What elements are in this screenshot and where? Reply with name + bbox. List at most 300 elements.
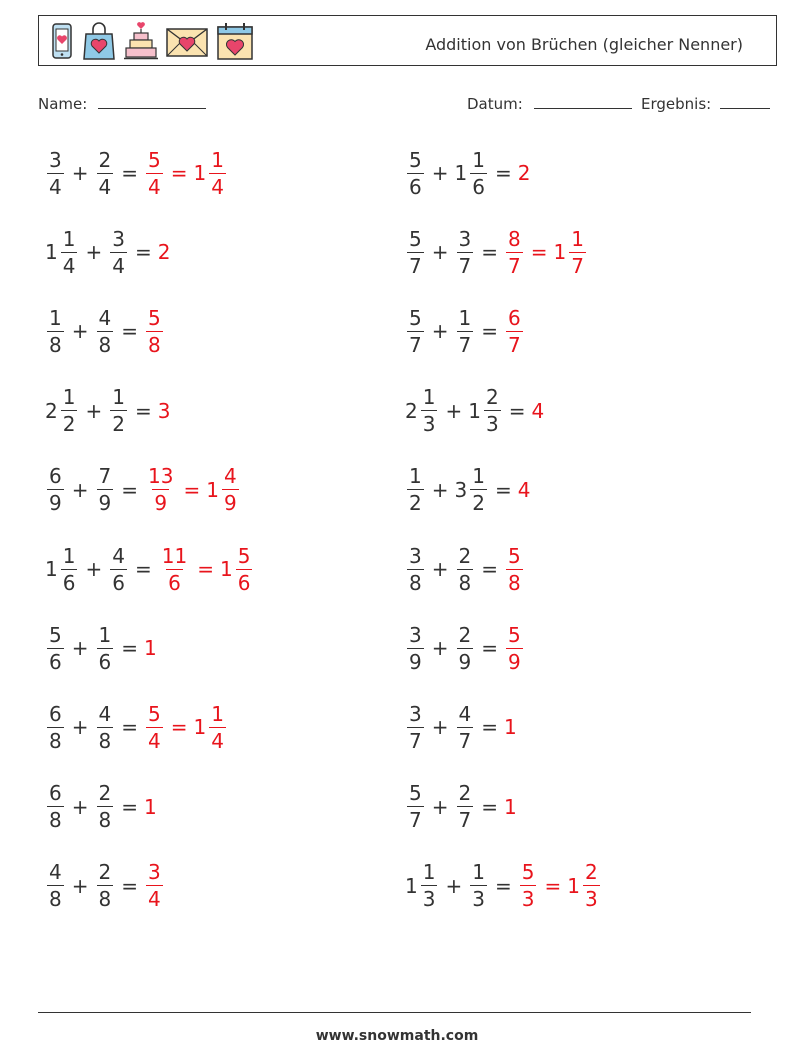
fraction <box>97 147 114 199</box>
fraction <box>506 305 523 357</box>
term <box>455 305 476 357</box>
numerator: 3 <box>148 860 161 885</box>
problem-item <box>405 858 602 914</box>
whole-number: 4 <box>517 477 531 502</box>
denominator: 4 <box>112 253 125 278</box>
plus-sign: + <box>71 873 89 898</box>
whole-number: 1 <box>504 715 517 740</box>
denominator: 9 <box>223 491 237 516</box>
fraction <box>506 226 523 278</box>
numerator: 5 <box>148 701 161 726</box>
answer-term <box>518 478 532 502</box>
denominator: 9 <box>154 491 168 516</box>
numerator: 5 <box>49 622 62 647</box>
whole-number: 3 <box>157 398 171 423</box>
whole-number: 1 <box>504 794 517 819</box>
denominator: 8 <box>49 332 62 357</box>
numerator: 8 <box>508 226 521 251</box>
numerator: 1 <box>62 385 76 410</box>
fraction <box>146 305 163 357</box>
term <box>45 226 79 278</box>
whole-number: 2 <box>405 398 418 423</box>
fraction <box>47 147 64 199</box>
fraction <box>110 226 127 278</box>
plus-sign: + <box>431 477 449 502</box>
term <box>454 147 489 199</box>
fraction <box>209 147 226 199</box>
name-label: Name: <box>38 95 88 113</box>
whole-number: 1 <box>454 161 468 185</box>
plus-sign: + <box>431 319 449 344</box>
numerator: 6 <box>49 464 62 489</box>
numerator: 3 <box>49 147 62 172</box>
answer-term <box>504 622 525 674</box>
whole-number: 1 <box>45 557 58 581</box>
problem-item <box>45 858 165 914</box>
denominator: 2 <box>472 491 485 516</box>
numerator: 5 <box>521 860 535 885</box>
denominator: 3 <box>422 412 436 437</box>
answer-term <box>193 701 228 753</box>
answer-term <box>144 464 177 516</box>
plus-sign: + <box>85 398 103 423</box>
numerator: 5 <box>237 543 251 568</box>
denominator: 4 <box>62 253 76 278</box>
numerator: 1 <box>472 860 485 885</box>
numerator: 1 <box>211 701 224 726</box>
denominator: 7 <box>409 253 422 278</box>
denominator: 8 <box>49 808 62 833</box>
fraction <box>457 781 474 833</box>
plus-sign: + <box>85 240 103 265</box>
fraction <box>47 860 64 912</box>
equals-sign: = <box>121 794 138 819</box>
answer-term <box>193 147 228 199</box>
plus-sign: + <box>431 636 449 661</box>
term <box>455 622 476 674</box>
footer-url: www.snowmath.com <box>315 1028 479 1044</box>
denominator: 6 <box>409 174 422 199</box>
numerator: 4 <box>112 543 125 568</box>
fraction <box>484 385 501 437</box>
answer-equals-sign: = <box>197 557 214 581</box>
fraction <box>146 701 163 753</box>
whole-number: 1 <box>468 398 481 423</box>
denominator: 6 <box>112 570 125 595</box>
answer-equals-sign: = <box>170 715 188 740</box>
denominator: 3 <box>485 412 499 437</box>
fraction <box>97 860 114 912</box>
denominator: 9 <box>508 649 521 674</box>
term <box>455 701 476 753</box>
term <box>405 226 426 278</box>
equals-sign: = <box>121 636 138 661</box>
answer-term <box>504 795 518 819</box>
term <box>405 860 439 912</box>
fraction <box>61 226 78 278</box>
denominator: 9 <box>409 649 422 674</box>
problem-item <box>45 779 158 835</box>
fraction <box>146 464 175 516</box>
answer-equals-sign: = <box>183 477 201 502</box>
result-label: Ergebnis: <box>641 95 712 113</box>
answer-term <box>518 860 539 912</box>
numerator: 1 <box>211 147 224 172</box>
denominator: 3 <box>422 887 436 912</box>
fraction <box>506 543 523 595</box>
problem-item <box>405 699 518 755</box>
numerator: 4 <box>458 701 472 726</box>
numerator: 1 <box>409 464 422 489</box>
fraction <box>421 860 438 912</box>
numerator: 2 <box>458 622 472 647</box>
numerator: 2 <box>458 543 472 568</box>
whole-number: 2 <box>157 240 171 265</box>
numerator: 5 <box>409 226 422 251</box>
numerator: 5 <box>409 147 422 172</box>
answer-term <box>144 147 165 199</box>
numerator: 1 <box>458 305 472 330</box>
term <box>108 543 129 595</box>
equals-sign: = <box>481 240 498 265</box>
term <box>45 147 66 199</box>
whole-number: 1 <box>144 636 157 661</box>
numerator: 2 <box>98 147 112 172</box>
fraction <box>520 860 537 912</box>
term <box>45 622 66 674</box>
fraction <box>160 543 189 595</box>
term <box>95 464 116 516</box>
problem-item <box>405 303 525 359</box>
problem-item <box>405 383 545 439</box>
equals-sign: = <box>494 873 512 898</box>
term <box>405 305 426 357</box>
answer-term <box>504 543 525 595</box>
problem-item <box>45 620 158 676</box>
answer-term <box>144 795 158 819</box>
problem-item <box>45 541 254 597</box>
plus-sign: + <box>431 794 449 819</box>
equals-sign: = <box>121 715 138 740</box>
denominator: 2 <box>62 412 76 437</box>
fraction <box>97 464 114 516</box>
term <box>95 147 116 199</box>
fraction <box>97 305 114 357</box>
whole-number: 1 <box>219 557 233 581</box>
whole-number: 1 <box>567 873 580 898</box>
plus-sign: + <box>431 557 449 581</box>
plus-sign: + <box>71 319 89 344</box>
denominator: 8 <box>409 570 422 595</box>
whole-number: 2 <box>517 161 531 185</box>
answer-term <box>504 226 525 278</box>
answer-term <box>206 464 240 516</box>
equals-sign: = <box>121 477 138 502</box>
fraction <box>236 543 253 595</box>
term <box>45 305 66 357</box>
answer-term <box>144 860 165 912</box>
fraction <box>407 305 424 357</box>
term <box>405 701 426 753</box>
fraction <box>61 543 78 595</box>
numerator: 1 <box>422 860 436 885</box>
name-line[interactable] <box>98 94 206 109</box>
denominator: 8 <box>508 570 521 595</box>
numerator: 5 <box>148 305 161 330</box>
problem-item <box>405 620 525 676</box>
whole-number: 1 <box>193 161 207 185</box>
denominator: 3 <box>472 887 485 912</box>
numerator: 3 <box>409 543 422 568</box>
fraction <box>146 860 163 912</box>
fraction <box>61 385 78 437</box>
denominator: 8 <box>49 728 62 753</box>
answer-term <box>504 715 518 739</box>
equals-sign: = <box>134 240 152 265</box>
fraction <box>457 305 474 357</box>
numerator: 2 <box>98 781 112 806</box>
plus-sign: + <box>445 398 463 423</box>
fraction <box>470 860 487 912</box>
equals-sign: = <box>494 161 512 185</box>
term <box>45 860 66 912</box>
fraction <box>97 781 114 833</box>
problem-item <box>405 541 525 597</box>
denominator: 7 <box>409 808 422 833</box>
term <box>95 781 116 833</box>
problem-item <box>45 224 171 280</box>
fraction <box>222 464 239 516</box>
answer-term <box>144 636 158 660</box>
numerator: 6 <box>508 305 521 330</box>
term <box>108 385 129 437</box>
result-line[interactable] <box>720 94 770 109</box>
plus-sign: + <box>71 715 89 740</box>
name-field <box>38 94 206 113</box>
equals-sign: = <box>481 636 498 661</box>
date-line[interactable] <box>534 94 632 109</box>
equals-sign: = <box>481 557 498 581</box>
denominator: 6 <box>168 570 181 595</box>
denominator: 8 <box>458 570 472 595</box>
denominator: 3 <box>521 887 535 912</box>
plus-sign: + <box>431 240 449 265</box>
term <box>405 781 426 833</box>
fraction <box>47 464 64 516</box>
numerator: 13 <box>148 464 174 489</box>
denominator: 2 <box>409 491 422 516</box>
answer-term <box>504 305 525 357</box>
fraction <box>47 622 64 674</box>
denominator: 4 <box>148 728 161 753</box>
term <box>405 147 426 199</box>
denominator: 9 <box>458 649 472 674</box>
problem-item <box>45 462 241 518</box>
denominator: 7 <box>571 253 584 278</box>
fraction <box>146 147 163 199</box>
numerator: 5 <box>409 305 422 330</box>
problem-item <box>45 699 228 755</box>
numerator: 5 <box>508 543 521 568</box>
fraction <box>407 622 424 674</box>
denominator: 7 <box>458 253 472 278</box>
denominator: 4 <box>148 174 161 199</box>
answer-term <box>219 543 254 595</box>
term <box>95 305 116 357</box>
equals-sign: = <box>121 319 138 344</box>
numerator: 1 <box>49 305 62 330</box>
fraction <box>421 385 438 437</box>
denominator: 7 <box>508 332 521 357</box>
term <box>95 860 116 912</box>
fraction <box>110 543 127 595</box>
numerator: 1 <box>62 226 76 251</box>
whole-number: 3 <box>454 477 468 502</box>
numerator: 1 <box>422 385 436 410</box>
numerator: 1 <box>98 622 112 647</box>
answer-equals-sign: = <box>544 873 562 898</box>
term <box>405 622 426 674</box>
plus-sign: + <box>85 557 103 581</box>
numerator: 4 <box>98 305 112 330</box>
term <box>405 543 426 595</box>
equals-sign: = <box>134 557 152 581</box>
equals-sign: = <box>481 715 498 740</box>
denominator: 7 <box>458 332 472 357</box>
denominator: 8 <box>49 887 62 912</box>
numerator: 1 <box>472 147 485 172</box>
denominator: 6 <box>472 174 485 199</box>
whole-number: 1 <box>206 477 219 502</box>
plus-sign: + <box>71 636 89 661</box>
fraction <box>110 385 127 437</box>
denominator: 4 <box>148 887 161 912</box>
denominator: 7 <box>409 332 422 357</box>
fraction <box>407 464 424 516</box>
denominator: 8 <box>98 887 112 912</box>
numerator: 5 <box>508 622 521 647</box>
fraction <box>97 622 114 674</box>
term <box>468 860 489 912</box>
term <box>45 464 66 516</box>
denominator: 4 <box>211 728 224 753</box>
fraction <box>583 860 600 912</box>
fraction <box>97 701 114 753</box>
fraction <box>470 147 487 199</box>
plus-sign: + <box>71 794 89 819</box>
term <box>468 385 502 437</box>
plus-sign: + <box>71 161 89 185</box>
fraction <box>407 543 424 595</box>
problem-item <box>405 145 531 201</box>
answer-term <box>144 305 165 357</box>
problem-item <box>45 145 228 201</box>
numerator: 4 <box>49 860 62 885</box>
denominator: 7 <box>458 728 472 753</box>
shopping-bag-heart-icon <box>81 20 117 62</box>
equals-sign: = <box>134 398 152 423</box>
whole-number: 2 <box>45 398 58 423</box>
fraction <box>47 781 64 833</box>
equals-sign: = <box>121 161 138 185</box>
answer-equals-sign: = <box>530 240 548 265</box>
term <box>455 781 476 833</box>
fraction <box>407 781 424 833</box>
numerator: 4 <box>223 464 237 489</box>
header-box <box>38 15 777 66</box>
numerator: 1 <box>62 543 76 568</box>
whole-number: 1 <box>553 240 567 265</box>
fraction <box>407 701 424 753</box>
fraction <box>209 701 226 753</box>
fraction <box>457 701 474 753</box>
numerator: 3 <box>112 226 125 251</box>
term <box>45 543 79 595</box>
footer-divider <box>38 1012 751 1013</box>
whole-number: 4 <box>531 398 545 423</box>
whole-number: 1 <box>144 794 157 819</box>
equals-sign: = <box>494 477 512 502</box>
love-letter-icon <box>165 20 209 62</box>
problem-item <box>405 224 588 280</box>
fraction <box>47 305 64 357</box>
denominator: 4 <box>211 174 224 199</box>
numerator: 2 <box>485 385 499 410</box>
denominator: 8 <box>98 808 112 833</box>
answer-term <box>567 860 601 912</box>
whole-number: 1 <box>405 873 418 898</box>
equals-sign: = <box>481 794 498 819</box>
equals-sign: = <box>508 398 526 423</box>
answer-term <box>158 240 172 264</box>
plus-sign: + <box>71 477 89 502</box>
plus-sign: + <box>431 161 449 185</box>
term <box>108 226 129 278</box>
denominator: 9 <box>49 491 62 516</box>
term <box>454 464 489 516</box>
denominator: 6 <box>49 649 62 674</box>
term <box>95 622 116 674</box>
denominator: 4 <box>49 174 62 199</box>
date-label: Datum: <box>467 95 523 113</box>
fraction <box>457 226 474 278</box>
fraction <box>506 622 523 674</box>
fraction <box>569 226 586 278</box>
numerator: 6 <box>49 701 62 726</box>
denominator: 8 <box>98 332 112 357</box>
problem-item <box>405 779 518 835</box>
numerator: 7 <box>98 464 112 489</box>
term <box>455 226 476 278</box>
term <box>45 385 79 437</box>
fraction <box>407 226 424 278</box>
numerator: 1 <box>571 226 584 251</box>
problem-item <box>45 303 165 359</box>
denominator: 2 <box>112 412 125 437</box>
numerator: 3 <box>409 701 422 726</box>
denominator: 7 <box>508 253 521 278</box>
term <box>45 701 66 753</box>
denominator: 6 <box>237 570 251 595</box>
numerator: 1 <box>112 385 125 410</box>
denominator: 6 <box>98 649 112 674</box>
numerator: 6 <box>49 781 62 806</box>
denominator: 9 <box>98 491 112 516</box>
date-field <box>467 94 632 113</box>
denominator: 7 <box>458 808 472 833</box>
denominator: 8 <box>98 728 112 753</box>
calendar-heart-icon <box>215 20 255 62</box>
